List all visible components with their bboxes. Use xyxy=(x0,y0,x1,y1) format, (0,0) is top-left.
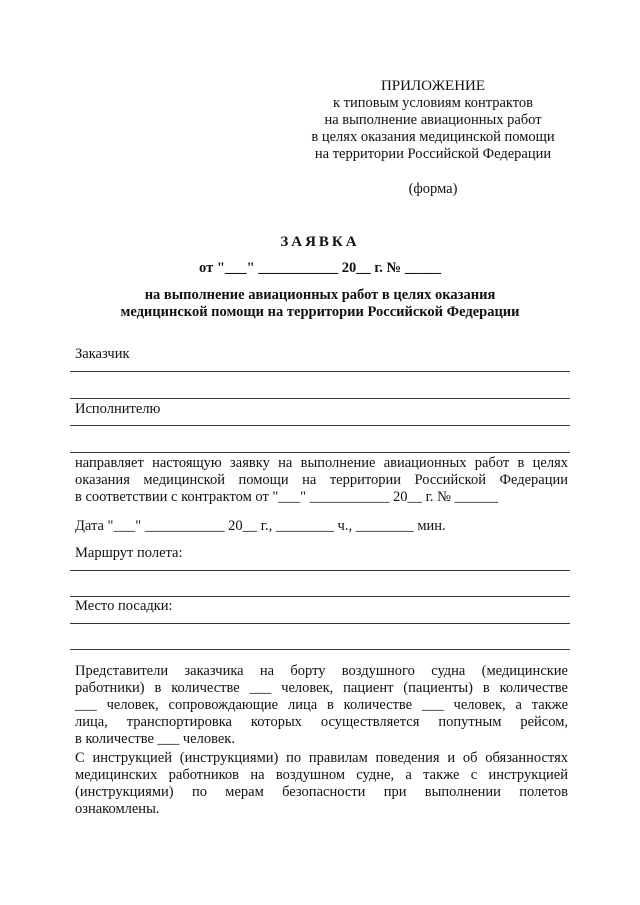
request-line: оказания медицинской помощи на территории Российской Федерации xyxy=(75,472,568,488)
route-fill-line xyxy=(70,596,570,597)
contractor-fill-line xyxy=(70,452,570,453)
route-fill-line xyxy=(70,570,570,571)
subject-line: на выполнение авиационных работ в целях оказания xyxy=(144,287,496,303)
customer-label: Заказчик xyxy=(75,346,130,362)
instructions-paragraph xyxy=(75,750,568,818)
instructions-line: (инструкциями) по мерам безопасности при выполнении полетов xyxy=(75,784,568,800)
appendix-line: в целях оказания медицинской помощи xyxy=(311,129,555,145)
appendix-line: к типовым условиям контрактов xyxy=(332,95,534,111)
representatives-line: ___ человек, сопровождающие лица в количестве ___ человек, а также xyxy=(75,697,568,713)
customer-fill-line xyxy=(70,398,570,399)
landing-fill-line xyxy=(70,623,570,624)
contractor-fill-line xyxy=(70,425,570,426)
contractor-label: Исполнителю xyxy=(75,401,161,417)
instructions-line: ознакомлены. xyxy=(75,801,160,817)
appendix-line: на выполнение авиационных работ xyxy=(324,112,542,128)
route-label: Маршрут полета: xyxy=(75,545,183,561)
representatives-line: лица, транспортировка которых осуществляется попутным рейсом, xyxy=(75,714,568,730)
subject-line: медицинской помощи на территории Российской Федерации xyxy=(120,304,520,320)
form-note: (форма) xyxy=(408,181,458,197)
instructions-line: С инструкцией (инструкциями) по правилам поведения и об обязанностях xyxy=(75,750,568,766)
landing-label: Место посадки: xyxy=(75,598,173,614)
request-line: направляет настоящую заявку на выполнение авиационных работ в целях xyxy=(75,455,568,471)
appendix-block xyxy=(298,78,568,198)
representatives-line: Представители заказчика на борту воздушного судна (медицинские xyxy=(75,663,568,679)
landing-fill-line xyxy=(70,649,570,650)
flight-date-line: Дата "___" ___________ 20__ г., ________ ч., ________ мин. xyxy=(75,518,446,534)
request-paragraph xyxy=(75,455,568,506)
document-title: ЗАЯВКА xyxy=(280,234,360,250)
representatives-line: работники) в количестве ___ человек, пациент (пациенты) в количестве xyxy=(75,680,568,696)
appendix-heading: ПРИЛОЖЕНИЕ xyxy=(380,78,486,94)
customer-fill-line xyxy=(70,371,570,372)
representatives-paragraph xyxy=(75,663,568,748)
request-line: в соответствии с контрактом от "___" ___________ 20__ г. № ______ xyxy=(75,489,499,505)
request-subject xyxy=(0,287,640,321)
instructions-line: медицинских работников на воздушном судне, а также с инструкцией xyxy=(75,767,568,783)
representatives-line: в количестве ___ человек. xyxy=(75,731,235,747)
appendix-line: на территории Российской Федерации xyxy=(314,146,552,162)
request-dateline: от "___" ___________ 20__ г. № _____ xyxy=(199,260,441,276)
